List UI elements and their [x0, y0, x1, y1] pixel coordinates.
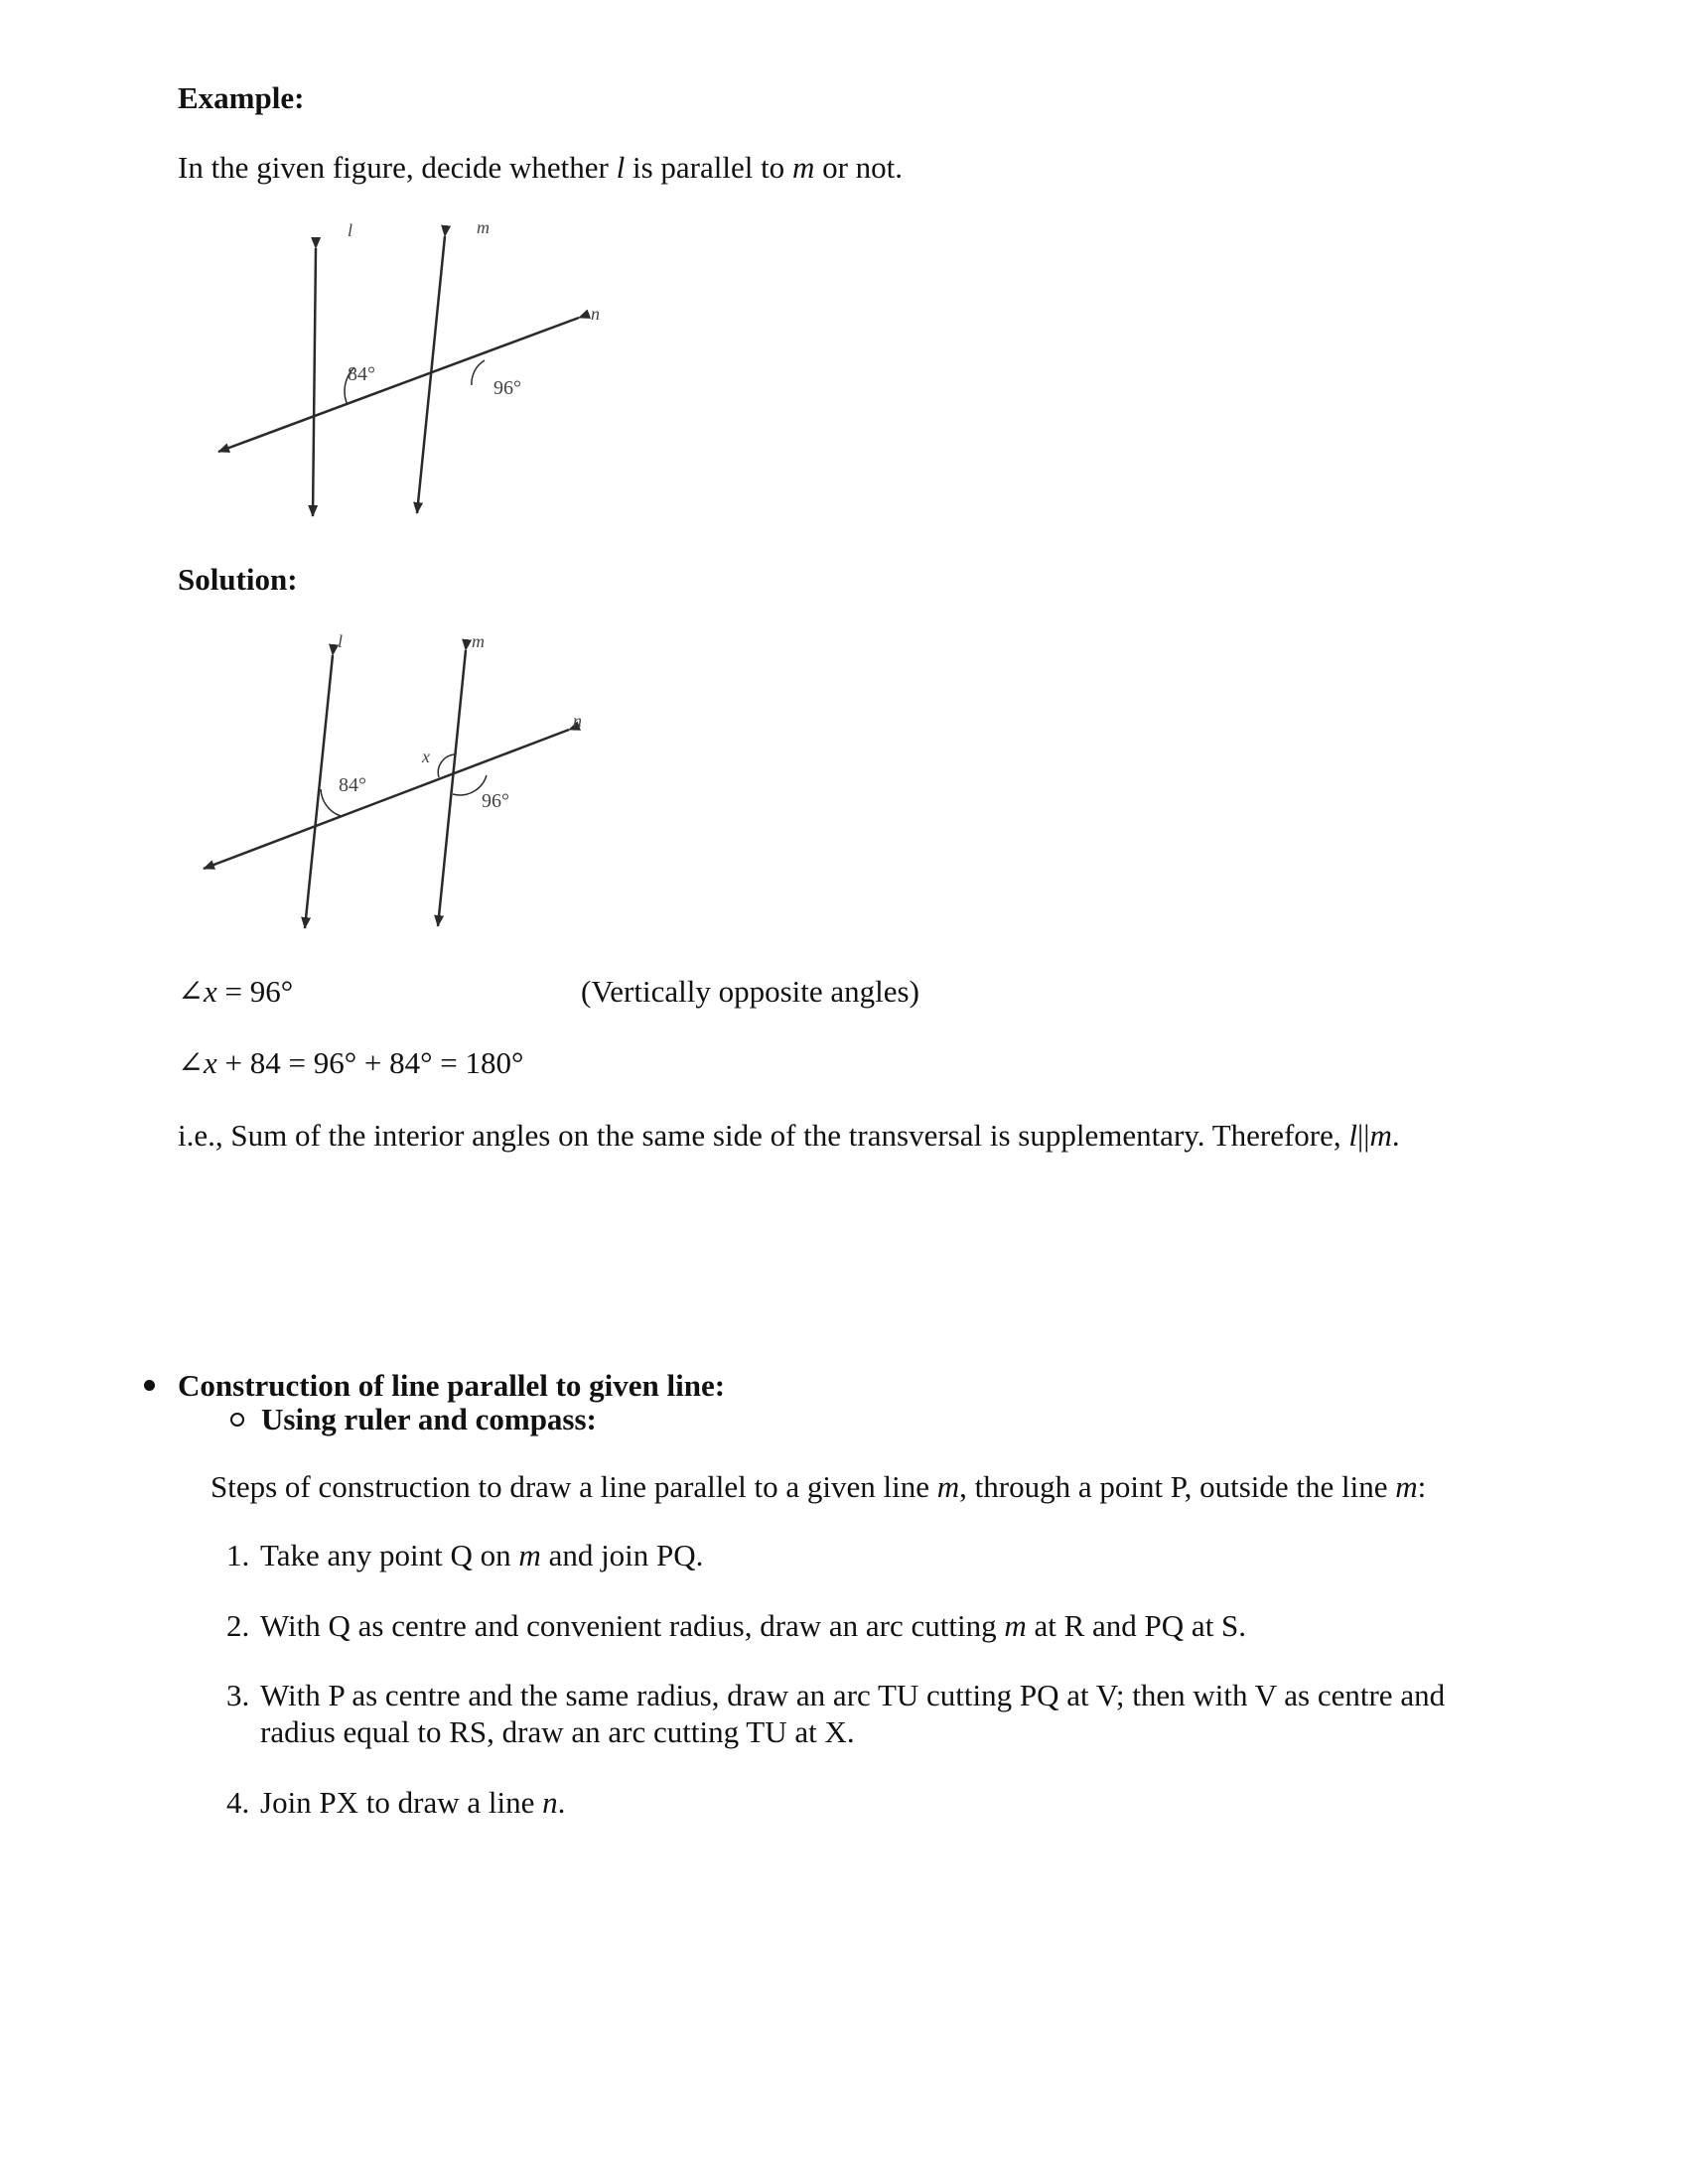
step-2	[260, 1607, 1246, 1645]
question-var-l: l	[616, 150, 626, 185]
angle-symbol: ∠	[178, 1045, 204, 1080]
step-text-pre: Take any point Q on	[260, 1538, 519, 1572]
angle-arc-96	[472, 360, 485, 385]
label-l: l	[338, 631, 344, 651]
example-question	[178, 149, 903, 187]
label-l: l	[348, 220, 353, 240]
angle-label-84: 84°	[348, 363, 375, 385]
intro-post: :	[1417, 1469, 1427, 1504]
conclusion-var-l: l	[1348, 1118, 1358, 1153]
solution-heading: Solution:	[178, 562, 298, 597]
angle-label-96: 96°	[482, 790, 509, 812]
intro-var-m: m	[936, 1469, 960, 1504]
eq1-rest: = 96°	[216, 974, 294, 1009]
intro-mid: , through a point P, outside the line	[959, 1469, 1396, 1504]
label-m: m	[477, 217, 490, 237]
step-var: m	[518, 1538, 541, 1572]
step-var: n	[542, 1785, 558, 1820]
intro-var-m: m	[1395, 1469, 1418, 1504]
example-figure	[199, 218, 616, 526]
label-n: n	[573, 711, 582, 731]
question-text-mid: is parallel to	[625, 150, 792, 185]
equation-1	[178, 973, 293, 1011]
line-l	[305, 655, 333, 928]
example-heading: Example:	[178, 80, 305, 115]
line-l	[313, 248, 316, 516]
step-text-pre: Join PX to draw a line	[260, 1785, 543, 1820]
step-3-line-1: With P as centre and the same radius, draw an arc TU cutting PQ at V; then with V as centre and	[260, 1678, 1446, 1712]
step-text-pre: With Q as centre and convenient radius, draw an arc cutting	[260, 1608, 1005, 1643]
equation-1-reason: (Vertically opposite angles)	[581, 974, 919, 1009]
angle-label-84: 84°	[339, 774, 366, 796]
intro-pre: Steps of construction to draw a line parallel to a given line	[211, 1469, 937, 1504]
step-text-post: at R and PQ at S.	[1026, 1608, 1247, 1643]
angle-symbol: ∠	[178, 974, 204, 1009]
construction-intro	[211, 1468, 1426, 1506]
line-n	[204, 730, 569, 869]
step-1	[260, 1537, 703, 1574]
step-number: 3.	[226, 1678, 250, 1712]
step-var: m	[1004, 1608, 1027, 1643]
equation-2	[178, 1044, 523, 1082]
construction-subheading: Using ruler and compass:	[261, 1402, 597, 1436]
conclusion-end: .	[1391, 1118, 1400, 1153]
question-var-m: m	[791, 150, 815, 185]
label-x: x	[422, 747, 430, 766]
eq-var-x: x	[203, 1045, 217, 1080]
question-text-post: or not.	[814, 150, 904, 185]
angle-label-96: 96°	[493, 377, 521, 399]
solution-figure	[194, 630, 611, 933]
eq-var-x: x	[203, 974, 217, 1009]
step-text-post: .	[557, 1785, 566, 1820]
step-3-line-2: radius equal to RS, draw an arc cutting TU at X.	[260, 1714, 855, 1749]
label-n: n	[591, 304, 600, 324]
step-text-post: and join PQ.	[540, 1538, 704, 1572]
step-4	[260, 1784, 565, 1822]
step-number: 1.	[226, 1538, 250, 1572]
angle-arc-84	[321, 789, 341, 816]
conclusion-var-m: m	[1369, 1118, 1392, 1153]
line-m	[417, 236, 445, 513]
line-m	[438, 650, 466, 926]
bullet-circle	[230, 1413, 244, 1427]
conclusion-text	[178, 1117, 1400, 1155]
eq2-rest: + 84 = 96° + 84° = 180°	[216, 1045, 524, 1080]
step-number: 2.	[226, 1608, 250, 1643]
step-number: 4.	[226, 1785, 250, 1820]
question-text-pre: In the given figure, decide whether	[178, 150, 617, 185]
bullet-disc	[144, 1380, 155, 1391]
parallel-symbol: ||	[1357, 1118, 1370, 1153]
conclusion-body: i.e., Sum of the interior angles on the same side of the transversal is supplementary. Therefore,	[178, 1118, 1349, 1153]
construction-heading: Construction of line parallel to given line:	[178, 1368, 726, 1403]
label-m: m	[472, 631, 485, 651]
line-n	[218, 318, 579, 452]
